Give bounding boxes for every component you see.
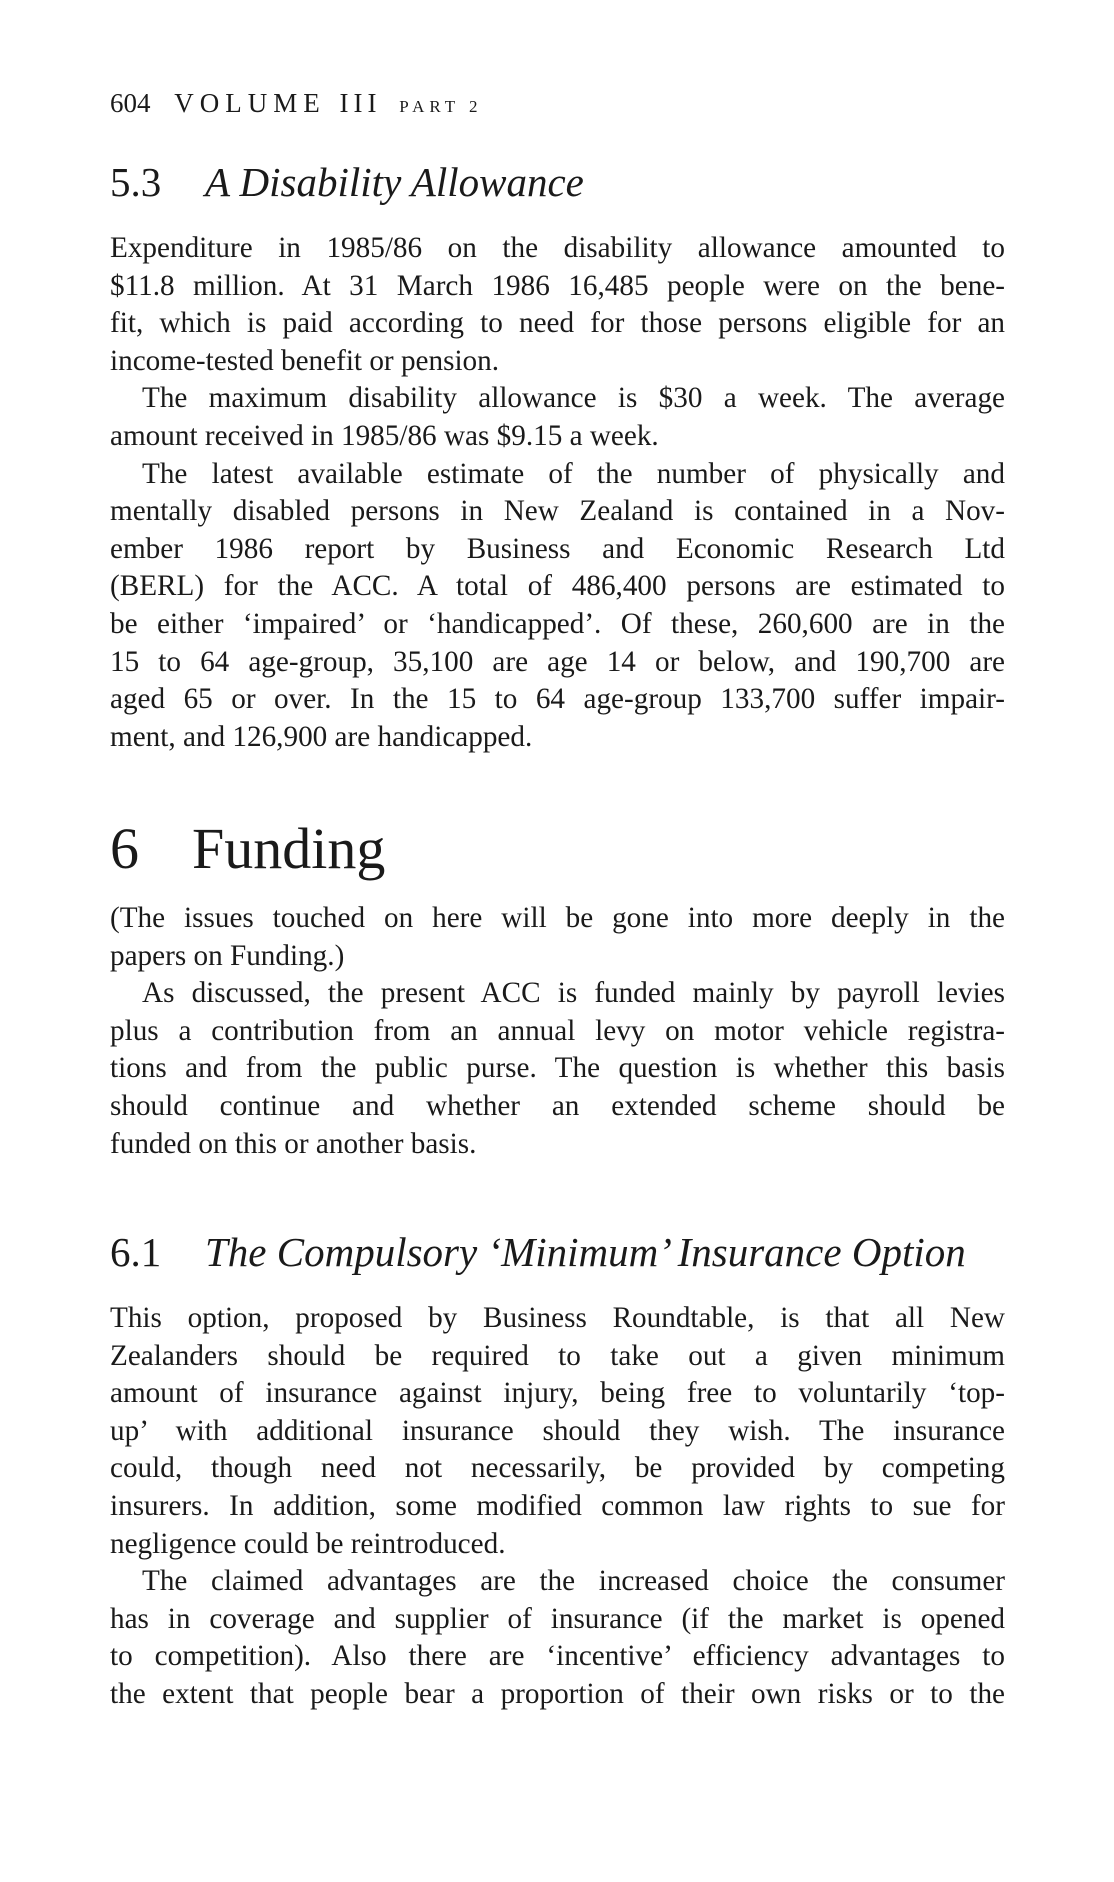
text-line: This option, proposed by Business Roundtable, is that all New (110, 1302, 1005, 1334)
part-label: PART 2 (399, 97, 483, 116)
paragraph (110, 900, 1005, 975)
section-6-1-body (110, 1300, 1005, 1714)
text-line: to competition). Also there are ‘incentive’ efficiency advantages to (110, 1640, 1005, 1673)
text-line: tions and from the public purse. The question is whether this basis (110, 1052, 1005, 1085)
text-line: fit, which is paid according to need for those persons eligible for an (110, 307, 1005, 340)
section-title: Funding (192, 816, 386, 881)
text-line: aged 65 or over. In the 15 to 64 age-group 133,700 suffer impair- (110, 683, 1005, 716)
section-5-3-heading (110, 158, 584, 206)
paragraph (110, 230, 1005, 380)
section-5-3-body (110, 230, 1005, 756)
section-title: A Disability Allowance (205, 159, 584, 205)
text-line: The claimed advantages are the increased choice the consumer (142, 1565, 1005, 1598)
text-line: $11.8 million. At 31 March 1986 16,485 people were on the bene- (110, 269, 1005, 302)
volume-number: III (339, 88, 382, 118)
text-line: funded on this or another basis. (110, 1127, 477, 1160)
text-line: The latest available estimate of the number of physically and (142, 457, 1005, 490)
text-line: amount received in 1985/86 was $9.15 a week. (110, 419, 659, 452)
text-line: up’ with additional insurance should they wish. The insurance (110, 1414, 1005, 1447)
page-number: 604 (110, 88, 151, 118)
text-line: As discussed, the present ACC is funded mainly by payroll levies (142, 977, 1005, 1010)
section-6-1-heading (110, 1228, 966, 1276)
text-line: negligence could be reintroduced. (110, 1527, 506, 1560)
text-line: ment, and 126,900 are handicapped. (110, 720, 533, 753)
text-line: Expenditure in 1985/86 on the disability allowance amounted to (110, 232, 1005, 264)
text-line: insurers. In addition, some modified common law rights to sue for (110, 1489, 1005, 1522)
paragraph (110, 380, 1005, 455)
text-line: (BERL) for the ACC. A total of 486,400 persons are estimated to (110, 570, 1005, 603)
running-head (110, 88, 483, 119)
section-number: 6 (110, 816, 139, 881)
paragraph (110, 456, 1005, 757)
volume-label: VOLUME (174, 88, 326, 118)
section-6-heading (110, 815, 385, 882)
text-line: plus a contribution from an annual levy on motor vehicle registra- (110, 1014, 1005, 1047)
section-number: 6.1 (110, 1229, 162, 1275)
text-line: income-tested benefit or pension. (110, 344, 500, 377)
text-line: Zealanders should be required to take out a given minimum (110, 1339, 1005, 1372)
text-line: 15 to 64 age-group, 35,100 are age 14 or below, and 190,700 are (110, 645, 1005, 678)
text-line: has in coverage and supplier of insurance (if the market is opened (110, 1602, 1005, 1635)
text-line: mentally disabled persons in New Zealand is contained in a Nov- (110, 495, 1005, 528)
text-line: the extent that people bear a proportion of their own risks or to the (110, 1677, 1005, 1710)
text-line: The maximum disability allowance is $30 a week. The average (142, 382, 1005, 415)
paragraph (110, 1563, 1005, 1713)
text-line: could, though need not necessarily, be provided by competing (110, 1452, 1005, 1485)
section-6-body (110, 900, 1005, 1163)
text-line: be either ‘impaired’ or ‘handicapped’. Of these, 260,600 are in the (110, 607, 1005, 640)
section-number: 5.3 (110, 159, 162, 205)
section-title: The Compulsory ‘Minimum’ Insurance Option (205, 1229, 966, 1275)
text-line: ember 1986 report by Business and Economic Research Ltd (110, 532, 1005, 565)
paragraph (110, 975, 1005, 1163)
text-line: amount of insurance against injury, being free to voluntarily ‘top- (110, 1377, 1005, 1410)
text-line: (The issues touched on here will be gone into more deeply in the (110, 902, 1005, 934)
text-line: papers on Funding.) (110, 939, 345, 972)
text-line: should continue and whether an extended scheme should be (110, 1089, 1005, 1122)
paragraph (110, 1300, 1005, 1563)
